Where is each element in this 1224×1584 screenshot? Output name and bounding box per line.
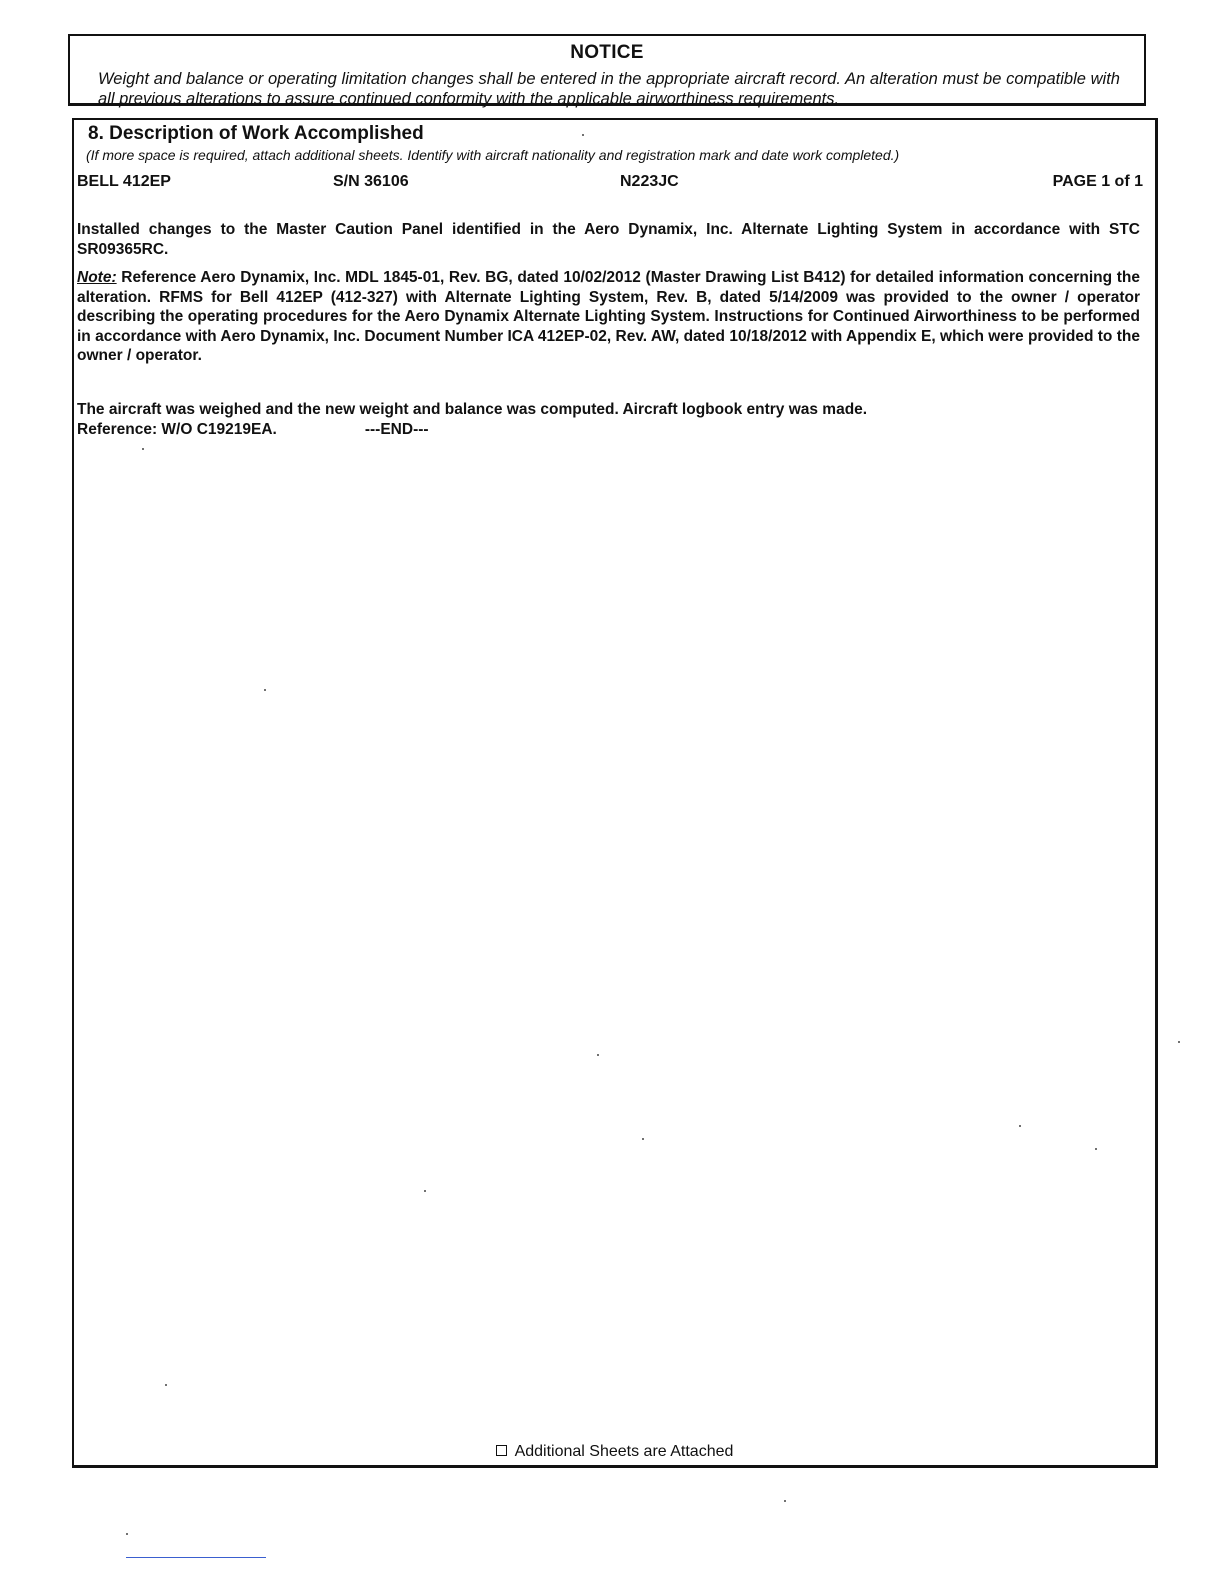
work-paragraph-note	[77, 268, 1140, 366]
scan-speck	[424, 1190, 426, 1192]
scan-speck	[642, 1138, 644, 1140]
aircraft-model: BELL 412EP	[77, 173, 171, 190]
scan-speck	[165, 1384, 167, 1386]
bottom-rule	[126, 1557, 266, 1558]
scan-speck	[597, 1054, 599, 1056]
section-heading: 8. Description of Work Accomplished	[88, 123, 424, 144]
note-text: Reference Aero Dynamix, Inc. MDL 1845-01, Rev. BG, dated 10/02/2012 (Master Drawing List B412) for detailed information concerning the alteration. RFMS for Bell 412EP (412-327) with Alternate Lighting System, Rev. B, dated 5/14/2009 was provided to the owner / operator describing the operating procedures for the Aero Dynamix Alternate Lighting System. Instructions for Continued Airworthiness to be performed in accordance with Aero Dynamix, Inc. Document Number ICA 412EP-02, Rev. AW, dated 10/18/2012 with Appendix E, which were provided to the owner / operator.	[77, 269, 1140, 364]
work-description-box	[72, 118, 1158, 1468]
notice-text: Weight and balance or operating limitation changes shall be entered in the appropriate aircraft record. An alteration must be compatible with all previous alterations to assure continued conformity with the applicable airworthiness requirements.	[98, 70, 1120, 108]
scan-speck	[1178, 1041, 1180, 1043]
additional-sheets-row	[74, 1443, 1155, 1461]
section-instructions: (If more space is required, attach additional sheets. Identify with aircraft nationality and registration mark and date work completed.)	[86, 147, 900, 163]
additional-sheets-label: Additional Sheets are Attached	[514, 1443, 734, 1460]
page-number: PAGE 1 of 1	[1052, 173, 1143, 190]
end-marker: ---END---	[364, 421, 429, 438]
work-reference-line	[77, 420, 1140, 440]
note-label: Note:	[77, 269, 117, 286]
additional-sheets-checkbox[interactable]	[496, 1445, 507, 1456]
notice-title: NOTICE	[570, 42, 644, 63]
scan-speck	[1019, 1125, 1021, 1127]
notice-box	[68, 34, 1146, 106]
work-paragraph-installation: Installed changes to the Master Caution Panel identified in the Aero Dynamix, Inc. Alternate Lighting System in accordance with STC SR09365RC.	[77, 221, 1140, 258]
scan-speck	[1095, 1148, 1097, 1150]
registration-mark: N223JC	[620, 173, 679, 190]
scan-speck	[784, 1500, 786, 1502]
scan-speck	[126, 1533, 128, 1535]
scan-speck	[582, 134, 584, 136]
work-order-reference: Reference: W/O C19219EA.	[77, 421, 277, 438]
scan-speck	[142, 448, 144, 450]
serial-number: S/N 36106	[333, 173, 409, 190]
scan-speck	[264, 689, 266, 691]
work-paragraph-weight: The aircraft was weighed and the new weight and balance was computed. Aircraft logbook entry was made.	[77, 401, 868, 418]
